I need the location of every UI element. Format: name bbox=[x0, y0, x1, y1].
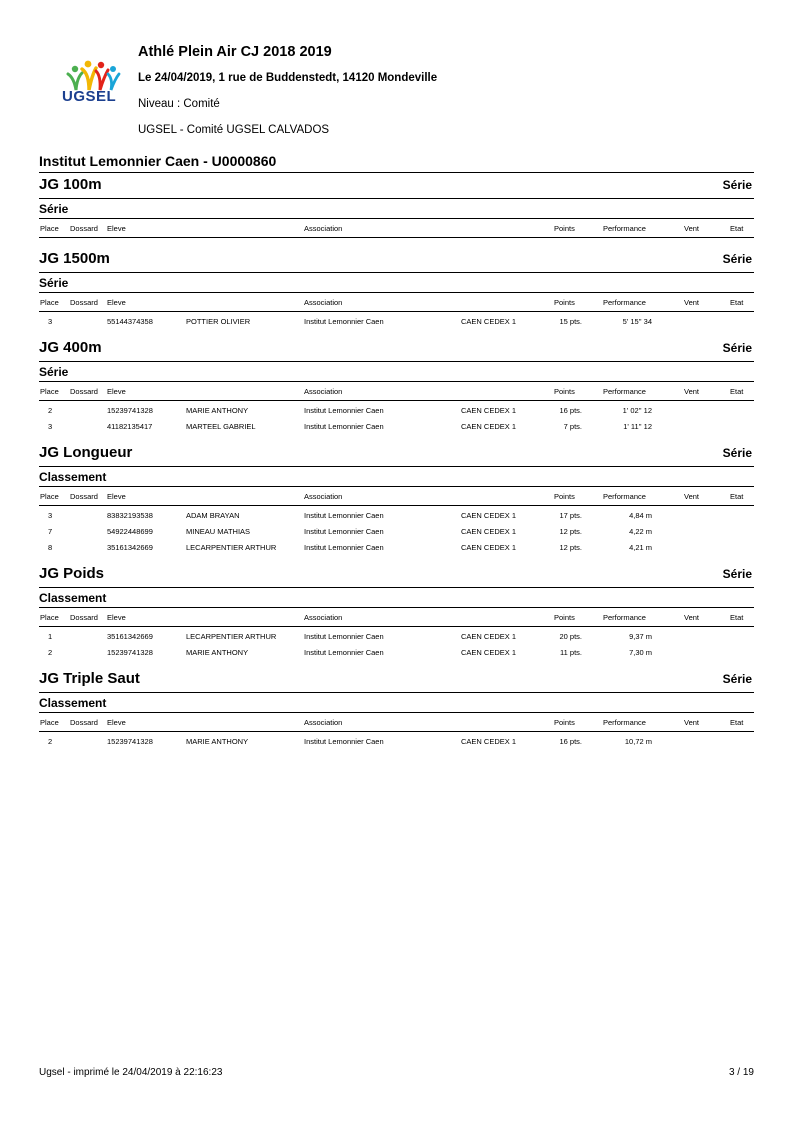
cell-place: 3 bbox=[48, 422, 53, 431]
table-row bbox=[39, 540, 754, 556]
column-header-performance: Performance bbox=[603, 387, 646, 396]
column-header-place: Place bbox=[40, 224, 59, 233]
cell-points: 7 pts. bbox=[563, 422, 582, 431]
cell-eleve: MARIE ANTHONY bbox=[186, 737, 249, 746]
column-header-etat: Etat bbox=[730, 718, 744, 727]
table-header bbox=[39, 713, 754, 732]
cell-eleve: ADAM BRAYAN bbox=[186, 511, 240, 520]
column-header-association: Association bbox=[304, 224, 343, 233]
cell-points: 20 pts. bbox=[559, 632, 582, 641]
event-name: JG Poids bbox=[39, 565, 105, 582]
cell-ville: CAEN CEDEX 1 bbox=[461, 737, 517, 746]
cell-performance: 9,37 m bbox=[629, 632, 652, 641]
cell-points: 15 pts. bbox=[559, 317, 582, 326]
event-section bbox=[39, 248, 754, 330]
event-serie-label: Série bbox=[722, 178, 752, 192]
column-header-points: Points bbox=[554, 718, 575, 727]
cell-dossard: 15239741328 bbox=[107, 737, 153, 746]
table-row bbox=[39, 629, 754, 645]
column-header-points: Points bbox=[554, 492, 575, 501]
column-header-place: Place bbox=[40, 613, 59, 622]
cell-place: 3 bbox=[48, 317, 53, 326]
cell-points: 16 pts. bbox=[559, 737, 582, 746]
cell-ville: CAEN CEDEX 1 bbox=[461, 543, 517, 552]
event-name: JG 1500m bbox=[39, 250, 110, 267]
column-header-performance: Performance bbox=[603, 718, 646, 727]
cell-eleve: LECARPENTIER ARTHUR bbox=[186, 543, 277, 552]
column-header-performance: Performance bbox=[603, 224, 646, 233]
column-header-eleve: Eleve bbox=[107, 387, 126, 396]
cell-dossard: 35161342669 bbox=[107, 632, 153, 641]
column-header-eleve: Eleve bbox=[107, 492, 126, 501]
column-header-vent: Vent bbox=[684, 387, 700, 396]
table-row bbox=[39, 314, 754, 330]
column-header-place: Place bbox=[40, 492, 59, 501]
table-row bbox=[39, 734, 754, 750]
table-header bbox=[39, 487, 754, 506]
event-section bbox=[39, 668, 754, 750]
cell-performance: 1' 11'' 12 bbox=[623, 422, 652, 431]
cell-association: Institut Lemonnier Caen bbox=[304, 422, 384, 431]
column-header-eleve: Eleve bbox=[107, 613, 126, 622]
cell-performance: 4,84 m bbox=[629, 511, 652, 520]
cell-points: 16 pts. bbox=[559, 406, 582, 415]
event-section bbox=[39, 337, 754, 435]
table-row bbox=[39, 524, 754, 540]
event-subheader bbox=[39, 273, 754, 293]
table-row bbox=[39, 508, 754, 524]
cell-eleve: MARIE ANTHONY bbox=[186, 406, 249, 415]
column-header-performance: Performance bbox=[603, 298, 646, 307]
column-header-performance: Performance bbox=[603, 492, 646, 501]
cell-points: 12 pts. bbox=[559, 543, 582, 552]
cell-performance: 4,22 m bbox=[629, 527, 652, 536]
event-serie-label: Série bbox=[722, 567, 752, 581]
event-sub-name: Classement bbox=[39, 696, 107, 710]
cell-eleve: LECARPENTIER ARTHUR bbox=[186, 632, 277, 641]
cell-performance: 10,72 m bbox=[624, 737, 652, 746]
cell-performance: 7,30 m bbox=[629, 648, 652, 657]
table-body bbox=[39, 312, 754, 330]
cell-performance: 4,21 m bbox=[629, 543, 652, 552]
column-header-points: Points bbox=[554, 298, 575, 307]
column-header-eleve: Eleve bbox=[107, 298, 126, 307]
event-date-location: Le 24/04/2019, 1 rue de Buddenstedt, 14120 Mondeville bbox=[138, 72, 438, 84]
footer-print-date: Ugsel - imprimé le 24/04/2019 à 22:16:23 bbox=[39, 1067, 223, 1078]
event-header bbox=[39, 668, 754, 693]
column-header-points: Points bbox=[554, 387, 575, 396]
event-sub-name: Série bbox=[39, 202, 69, 216]
column-header-dossard: Dossard bbox=[70, 718, 98, 727]
column-header-points: Points bbox=[554, 613, 575, 622]
event-section bbox=[39, 442, 754, 556]
column-header-dossard: Dossard bbox=[70, 224, 98, 233]
institution-title: Institut Lemonnier Caen - U0000860 bbox=[39, 153, 277, 169]
cell-place: 2 bbox=[48, 406, 53, 415]
column-header-association: Association bbox=[304, 718, 343, 727]
cell-ville: CAEN CEDEX 1 bbox=[461, 317, 517, 326]
cell-ville: CAEN CEDEX 1 bbox=[461, 527, 517, 536]
cell-ville: CAEN CEDEX 1 bbox=[461, 511, 517, 520]
table-body bbox=[39, 732, 754, 750]
event-serie-label: Série bbox=[722, 341, 752, 355]
event-serie-label: Série bbox=[722, 672, 752, 686]
cell-eleve: MARTEEL GABRIEL bbox=[186, 422, 256, 431]
column-header-dossard: Dossard bbox=[70, 298, 98, 307]
cell-association: Institut Lemonnier Caen bbox=[304, 632, 384, 641]
column-header-dossard: Dossard bbox=[70, 613, 98, 622]
event-sub-name: Série bbox=[39, 365, 69, 379]
event-subheader bbox=[39, 362, 754, 382]
event-subheader bbox=[39, 199, 754, 219]
event-header bbox=[39, 337, 754, 362]
cell-association: Institut Lemonnier Caen bbox=[304, 511, 384, 520]
cell-dossard: 15239741328 bbox=[107, 648, 153, 657]
table-body bbox=[39, 238, 754, 240]
column-header-association: Association bbox=[304, 298, 343, 307]
column-header-place: Place bbox=[40, 718, 59, 727]
event-name: JG Triple Saut bbox=[39, 670, 140, 687]
cell-association: Institut Lemonnier Caen bbox=[304, 406, 384, 415]
cell-dossard: 83832193538 bbox=[107, 511, 153, 520]
event-serie-label: Série bbox=[722, 252, 752, 266]
page-title: Athlé Plein Air CJ 2018 2019 bbox=[138, 44, 332, 60]
cell-ville: CAEN CEDEX 1 bbox=[461, 648, 517, 657]
comite-label: UGSEL - Comité UGSEL CALVADOS bbox=[138, 124, 330, 136]
event-header bbox=[39, 563, 754, 588]
table-header bbox=[39, 219, 754, 238]
column-header-etat: Etat bbox=[730, 224, 744, 233]
cell-place: 1 bbox=[48, 632, 53, 641]
divider bbox=[39, 172, 754, 173]
event-sub-name: Série bbox=[39, 276, 69, 290]
logo-text: UGSEL bbox=[62, 88, 117, 105]
event-sub-name: Classement bbox=[39, 470, 107, 484]
cell-eleve: POTTIER OLIVIER bbox=[186, 317, 251, 326]
cell-dossard: 55144374358 bbox=[107, 317, 153, 326]
table-body bbox=[39, 627, 754, 661]
table-body bbox=[39, 401, 754, 435]
table-header bbox=[39, 608, 754, 627]
table-row bbox=[39, 419, 754, 435]
event-header bbox=[39, 442, 754, 467]
column-header-association: Association bbox=[304, 613, 343, 622]
column-header-etat: Etat bbox=[730, 387, 744, 396]
column-header-dossard: Dossard bbox=[70, 492, 98, 501]
cell-place: 2 bbox=[48, 737, 53, 746]
cell-ville: CAEN CEDEX 1 bbox=[461, 406, 517, 415]
column-header-association: Association bbox=[304, 492, 343, 501]
column-header-vent: Vent bbox=[684, 492, 700, 501]
column-header-place: Place bbox=[40, 298, 59, 307]
cell-association: Institut Lemonnier Caen bbox=[304, 317, 384, 326]
cell-dossard: 35161342669 bbox=[107, 543, 153, 552]
cell-performance: 1' 02'' 12 bbox=[622, 406, 652, 415]
cell-association: Institut Lemonnier Caen bbox=[304, 527, 384, 536]
event-header bbox=[39, 174, 754, 199]
column-header-etat: Etat bbox=[730, 613, 744, 622]
event-subheader bbox=[39, 693, 754, 713]
event-sub-name: Classement bbox=[39, 591, 107, 605]
event-subheader bbox=[39, 467, 754, 487]
column-header-vent: Vent bbox=[684, 718, 700, 727]
cell-place: 3 bbox=[48, 511, 53, 520]
table-body bbox=[39, 506, 754, 556]
column-header-performance: Performance bbox=[603, 613, 646, 622]
column-header-points: Points bbox=[554, 224, 575, 233]
cell-points: 17 pts. bbox=[559, 511, 582, 520]
event-header bbox=[39, 248, 754, 273]
column-header-etat: Etat bbox=[730, 298, 744, 307]
cell-association: Institut Lemonnier Caen bbox=[304, 543, 384, 552]
cell-performance: 5' 15'' 34 bbox=[622, 317, 652, 326]
table-row bbox=[39, 645, 754, 661]
column-header-etat: Etat bbox=[730, 492, 744, 501]
cell-dossard: 41182135417 bbox=[107, 422, 153, 431]
cell-ville: CAEN CEDEX 1 bbox=[461, 422, 517, 431]
event-section bbox=[39, 563, 754, 661]
cell-dossard: 54922448699 bbox=[107, 527, 153, 536]
event-name: JG Longueur bbox=[39, 444, 133, 461]
column-header-vent: Vent bbox=[684, 298, 700, 307]
column-header-association: Association bbox=[304, 387, 343, 396]
column-header-vent: Vent bbox=[684, 224, 700, 233]
footer-page-number: 3 / 19 bbox=[728, 1067, 754, 1078]
event-name: JG 100m bbox=[39, 176, 102, 193]
table-header bbox=[39, 382, 754, 401]
cell-place: 7 bbox=[48, 527, 53, 536]
cell-ville: CAEN CEDEX 1 bbox=[461, 632, 517, 641]
cell-association: Institut Lemonnier Caen bbox=[304, 737, 384, 746]
cell-points: 11 pts. bbox=[560, 648, 582, 657]
cell-points: 12 pts. bbox=[559, 527, 582, 536]
cell-eleve: MINEAU MATHIAS bbox=[186, 527, 251, 536]
cell-place: 8 bbox=[48, 543, 53, 552]
cell-association: Institut Lemonnier Caen bbox=[304, 648, 384, 657]
event-name: JG 400m bbox=[39, 339, 102, 356]
column-header-eleve: Eleve bbox=[107, 718, 126, 727]
event-serie-label: Série bbox=[722, 446, 752, 460]
column-header-place: Place bbox=[40, 387, 59, 396]
table-header bbox=[39, 293, 754, 312]
event-subheader bbox=[39, 588, 754, 608]
column-header-dossard: Dossard bbox=[70, 387, 98, 396]
cell-place: 2 bbox=[48, 648, 53, 657]
event-section bbox=[39, 174, 754, 240]
niveau-label: Niveau : Comité bbox=[138, 98, 220, 110]
column-header-eleve: Eleve bbox=[107, 224, 126, 233]
column-header-vent: Vent bbox=[684, 613, 700, 622]
cell-dossard: 15239741328 bbox=[107, 406, 153, 415]
table-row bbox=[39, 403, 754, 419]
cell-eleve: MARIE ANTHONY bbox=[186, 648, 249, 657]
